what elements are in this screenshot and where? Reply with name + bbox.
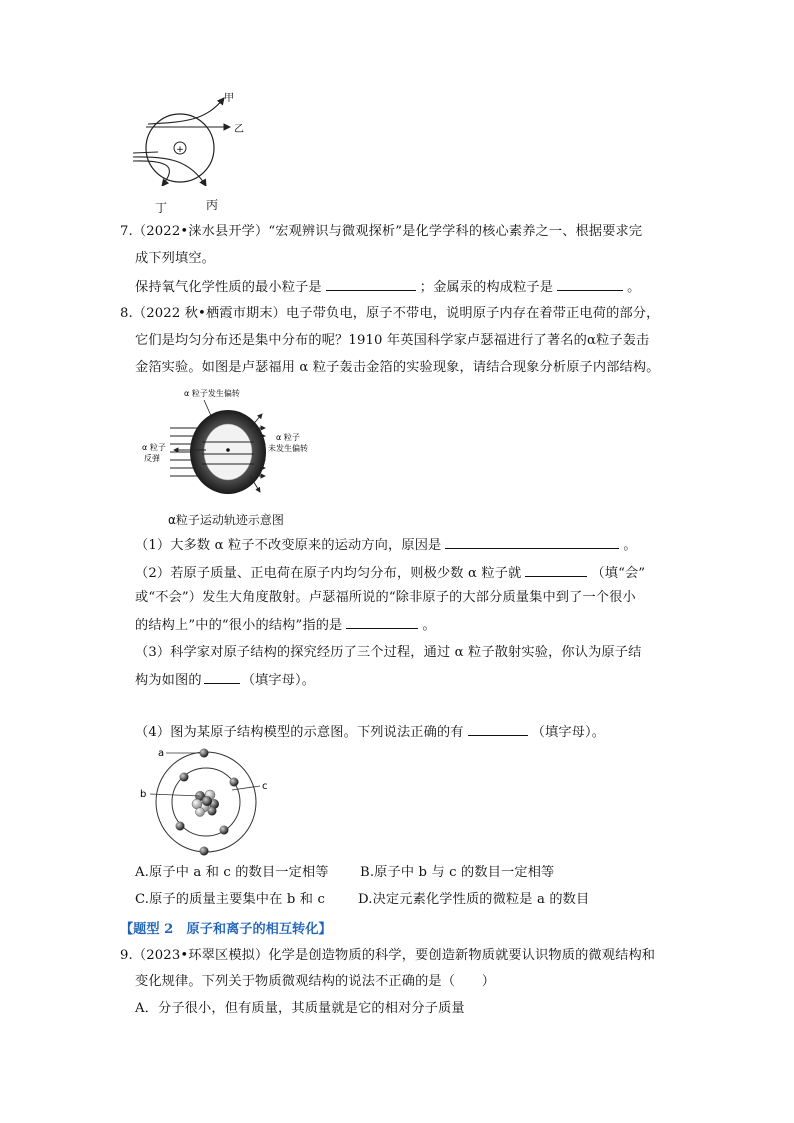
alpha-scatter-figure	[128, 90, 258, 186]
label-c: c	[262, 781, 268, 792]
q8-p1-end: 。	[623, 538, 637, 553]
label-bing: 丙	[206, 198, 219, 212]
q8-p2-text3: 的结构上”中的“很小的结构”指的是	[135, 618, 343, 633]
label-ding: 丁	[155, 201, 168, 215]
q8-p4	[135, 722, 605, 742]
label-rebound-1: α 粒子	[142, 443, 166, 452]
rutherford-caption: α粒子运动轨迹示意图	[168, 513, 284, 527]
electron	[200, 847, 209, 856]
q8-p4-end: （填字母）。	[531, 725, 606, 740]
q7-text-b: ；金属汞的构成粒子是	[419, 280, 554, 295]
q8-blank-1[interactable]	[445, 535, 619, 549]
q8-p2-text: （2）若原子质量、正电荷在原子内均匀分布，则极少数 α 粒子就	[135, 566, 522, 581]
q8-p3-line1: （3）科学家对原子结构的探究经历了三个过程，通过 α 粒子散射实验，你认为原子结	[135, 645, 642, 660]
label-rebound-2: 反弹	[144, 454, 160, 463]
label-deflect: α 粒子发生偏转	[184, 389, 240, 398]
q7-blank-1[interactable]	[326, 277, 416, 291]
q8-option-d: D.决定元素化学性质的微粒是 a 的数目	[358, 892, 590, 907]
q8-p2-hint: （填“会”	[591, 566, 646, 581]
q8-p3-end: （填字母）。	[241, 673, 316, 688]
q7-line2: 成下列填空。	[135, 251, 216, 266]
electron	[180, 773, 189, 782]
q8-option-c: C.原子的质量主要集中在 b 和 c	[135, 892, 325, 907]
q9-line1: 9.（2023•环翠区模拟）化学是创造物质的科学，要创造新物质就要认识物质的微观结构和	[120, 948, 656, 963]
q9-option-a: A．分子很小，但有质量，其质量就是它的相对分子质量	[135, 1001, 465, 1016]
atom-model-figure	[136, 744, 276, 856]
q8-option-a: A.原子中 a 和 c 的数目一定相等	[135, 865, 329, 880]
q7-line3	[135, 277, 640, 297]
q8-option-b: B.原子中 b 与 c 的数目一定相等	[360, 865, 555, 880]
label-pass-1: α 粒子	[276, 433, 300, 442]
electron	[230, 778, 239, 787]
electron	[176, 822, 185, 831]
q7-blank-2[interactable]	[557, 277, 623, 291]
q8-blank-2[interactable]	[525, 563, 587, 577]
q8-p2-line2: 或“不会”）发生大角度散射。卢瑟福所说的“除非原子的大部分质量集中到了一个很小	[135, 590, 636, 605]
rutherford-figure	[140, 384, 320, 506]
label-jia: 甲	[224, 93, 234, 104]
label-yi: 乙	[234, 124, 244, 135]
section-heading: 【题型 2 原子和离子的相互转化】	[120, 922, 332, 937]
label-a: a	[158, 748, 165, 759]
q7-line1: 7.（2022•涞水县开学）“宏观辨识与微观探析”是化学学科的核心素养之一、根据要求完	[120, 224, 643, 239]
q7-text-c: 。	[627, 280, 641, 295]
q8-p2-line1	[135, 563, 645, 583]
q8-p3-line2	[135, 670, 315, 690]
q8-p2-line3	[135, 615, 436, 635]
q8-blank-4[interactable]	[204, 670, 240, 684]
q8-blank-5[interactable]	[468, 722, 528, 736]
label-pass-2: 未发生偏转	[268, 444, 308, 453]
q8-p1-text: （1）大多数 α 粒子不改变原来的运动方向，原因是	[135, 538, 442, 553]
q8-p4-text: （4）图为某原子结构模型的示意图。下列说法正确的有	[135, 725, 464, 740]
q8-line1: 8.（2022 秋•栖霞市期末）电子带负电，原子不带电，说明原子内存在着带正电荷的部分，	[120, 306, 660, 321]
q8-line3: 金箔实验。如图是卢瑟福用 α 粒子轰击金箔的实验现象，请结合现象分析原子内部结构。	[135, 360, 660, 375]
q7-text-a: 保持氧气化学性质的最小粒子是	[135, 280, 322, 295]
electron	[200, 749, 209, 758]
q8-p1	[135, 535, 637, 555]
q8-p3-text: 构为如图的	[135, 673, 202, 688]
q8-line2: 它们是均匀分布还是集中分布的呢？1910 年英国科学家卢瑟福进行了著名的α粒子轰击	[135, 333, 650, 348]
label-b: b	[140, 789, 147, 800]
q8-p2-end: 。	[422, 618, 436, 633]
q9-line2: 变化规律。下列关于物质微观结构的说法不正确的是（ ）	[135, 974, 496, 989]
q8-blank-3[interactable]	[346, 615, 418, 629]
electron	[220, 826, 229, 835]
nucleus-sign: +	[176, 145, 184, 155]
